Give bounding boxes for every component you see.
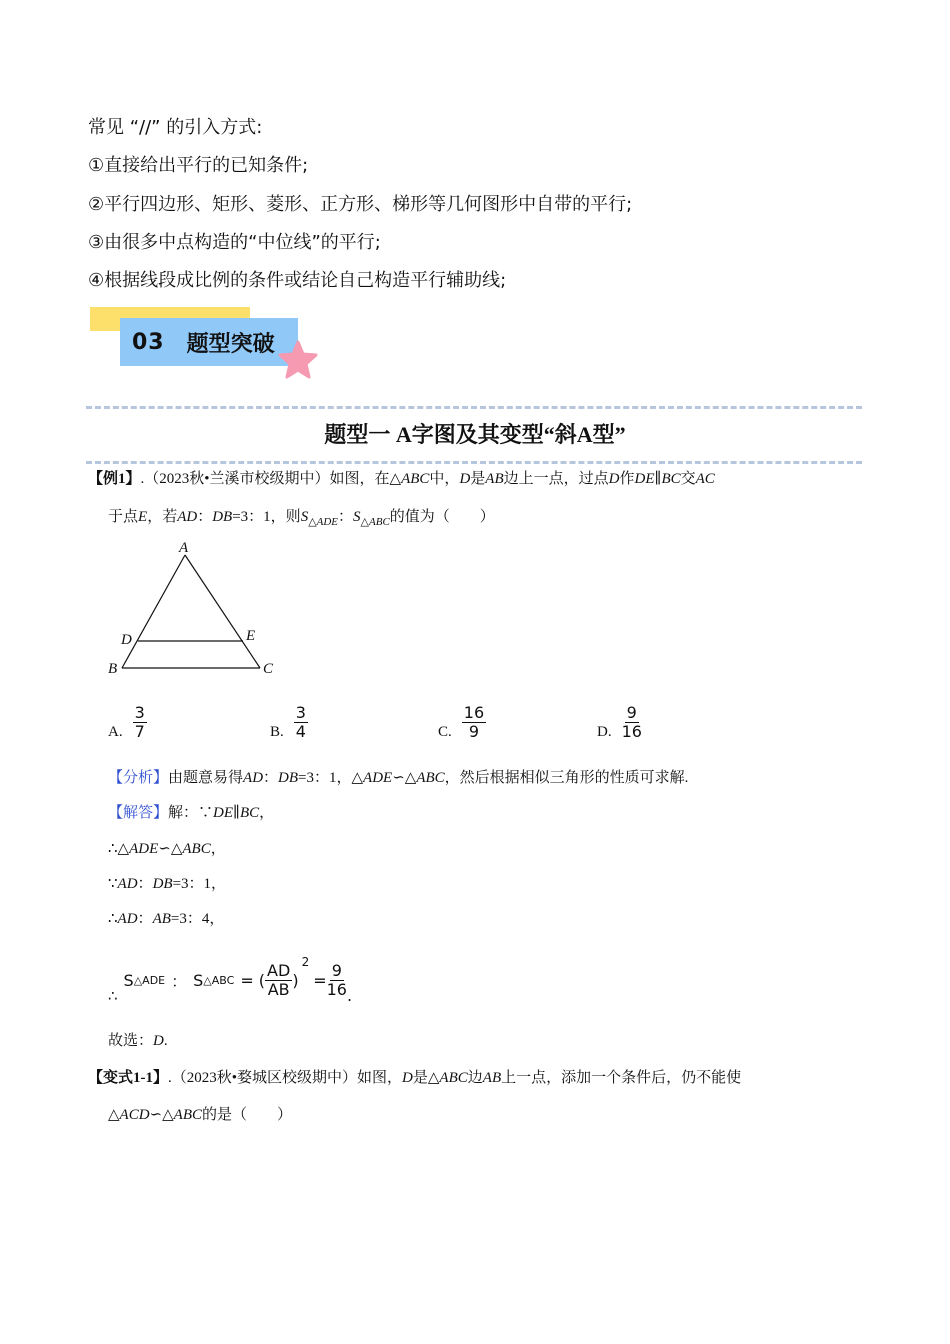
example-1-line-2: 于点E，若AD：DB=3：1，则$S_{\triangle ADE}$：$S_{\triangle ABC}$的值为（ ） [108,509,495,528]
intro-item-2: ②平行四边形、矩形、菱形、正方形、梯形等几何图形中自带的平行; [88,194,633,215]
example-tag: 【例1】 [88,471,141,487]
variant-1-1-line-1: 【变式1-1】.（2023秋•婺城区校级期中）如图，D是△ABC边AB上一点，添加一个条件后，仍不能使 [88,1070,742,1086]
label-C: C [263,661,274,677]
separator-bottom [86,461,862,464]
variant-tag: 【变式1-1】 [88,1070,168,1086]
example-1-line-1: 【例1】.（2023秋•兰溪市校级期中）如图，在△ABC中，D是AB边上一点，过点D作DE∥BC交AC [88,471,715,487]
solution-line-2: ∴△ADE∽△ABC， [108,841,226,857]
intro-item-1: ①直接给出平行的已知条件; [88,155,309,176]
solution-line-3: ∵AD：DB=3：1， [108,876,227,892]
analysis-line: 【分析】由题意易得AD：DB=3：1，△ADE∽△ABC，然后根据相似三角形的性质可求解. [108,770,689,786]
solution-conclusion: 故选：D. [108,1033,168,1049]
variant-1-1-line-2: △ACD∽△ABC的是（ ） [108,1107,293,1123]
option-a[interactable]: A. $\frac{3}{7}$ [108,703,145,741]
solution-line-1: 【解答】解：∵DE∥BC， [108,805,275,821]
option-c[interactable]: C. $\frac{16}{9}$ [438,703,485,741]
label-E: E [246,628,256,644]
option-b[interactable]: B. $\frac{3}{4}$ [270,703,306,741]
intro-heading: 常见 “//” 的引入方式: [88,117,263,138]
banner-number: 03 [132,329,165,355]
intro-item-4: ④根据线段成比例的条件或结论自己构造平行辅助线; [88,270,507,291]
solution-tag: 【解答】 [108,805,169,821]
option-d[interactable]: D. $\frac{9}{16}$ [597,703,642,741]
banner-title: 题型突破 [186,331,275,357]
star-icon [278,340,318,380]
section-banner [120,318,298,366]
intro-item-3: ③由很多中点构造的“中位线”的平行; [88,232,381,253]
separator-top [86,406,862,409]
area-ratio-formula: ∴ S △ADE ： S △ABC = ( $\frac{AD}{AB}$ ) 2 = $\frac{9}{16}$ . [108,955,353,1005]
triangle-figure [100,535,290,685]
label-A: A [179,540,189,556]
label-D: D [121,632,132,648]
analysis-tag: 【分析】 [108,770,169,786]
label-B: B [108,661,118,677]
section-title: 题型一 A字图及其变型“斜A型” [324,422,626,447]
solution-line-4: ∴AD：AB=3：4， [108,911,225,927]
